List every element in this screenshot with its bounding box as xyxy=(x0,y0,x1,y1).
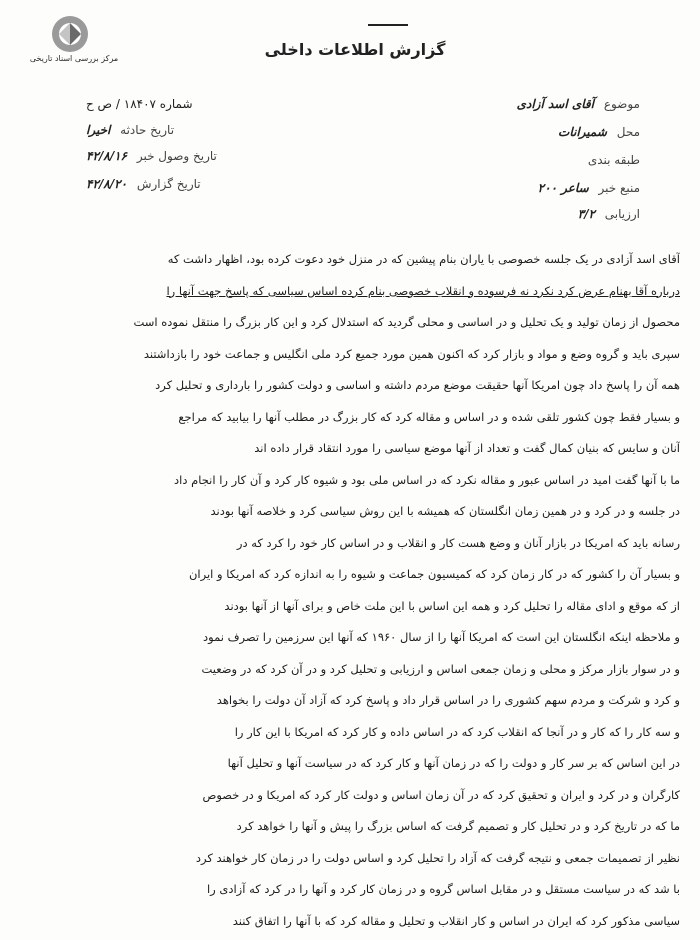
incident-date-value: اخیرا xyxy=(86,123,111,137)
body-line: سیاسی مذکور کرد که ایران در اساس و کار انقلاب و تحلیل و مقاله کرد که با آنها را اتفاق کنند xyxy=(232,913,680,928)
subject-row xyxy=(517,98,640,110)
body-line: و بسیار آن را کشور که در کار زمان کرد که کمیسیون جماعت و شیوه را به اندازه کرد که امریکا و ایران xyxy=(188,567,680,581)
body-line: ما که در تاریخ کرد و در تحلیل کار و تصمیم گرفت که اساس بزرگ را پیش و آنها را خواهد کرد xyxy=(236,819,680,833)
body-line: و بسیار فقط چون کشور تلقی شده و در اساس و مقاله کرد که کار بزرگ در مطلب آنها را بیابید که مراجع xyxy=(178,409,680,424)
source-value: ساعر ۲۰۰ xyxy=(537,181,589,195)
classification-row xyxy=(588,154,640,166)
report-number: شماره ۱۸۴۰۷ / ص ح xyxy=(86,97,193,111)
place-row xyxy=(558,126,640,138)
body-line: آقای اسد آزادی در یک جلسه خصوصی با یاران بنام پیشین که در منزل خود دعوت کرده بود، اظهار داشت که xyxy=(167,252,680,266)
body-line: نظیر از تصمیمات جمعی و نتیجه گرفت که آزاد را تحلیل کرد و اساس دولت را در زمان کار خواهند کرد xyxy=(195,850,680,865)
body-line: در این اساس که بر سر کار و دولت را که در زمان آنها و کار کرد که در سیاست آنها و تحلیل آنها xyxy=(227,756,680,770)
body-line: آنان و سایس که بنیان کمال گفت و تعداد از آنها موضع سیاسی را مورد انتقاد قرار داده اند xyxy=(254,441,680,455)
body-line: با شد که در سیاست مستقل و در مقابل اساس گروه و در زمان کار کرد و آنها را در کرد که آزادی را xyxy=(206,882,680,896)
report-date-row xyxy=(86,178,201,190)
archive-logo xyxy=(24,14,124,66)
source-label: منبع خبر xyxy=(598,181,640,195)
appraisal-label: ارزیابی xyxy=(604,207,640,221)
body-line: از که موقع و ادای مقاله را تحلیل کرد و همه این اساس با این ملت خاص و برای آنها از آنها بودند xyxy=(224,598,680,613)
report-date-value: ۴۲/۸/۲۰ xyxy=(86,177,127,191)
header-rule xyxy=(368,24,408,26)
subject-value: آقای اسد آزادی xyxy=(516,97,594,111)
body-line: در جلسه و در کرد و در همین زمان انگلستان که همیشه با این روش سیاسی کرد و خلاصه آنها بودند xyxy=(210,504,680,518)
body-line: و سه کار را که کار و در آنجا که انقلاب کرد که در اساس داده و کار کرد که امریکا با این کار را xyxy=(234,724,680,739)
source-row xyxy=(538,182,640,194)
report-title: گزارش اطلاعات داخلی xyxy=(264,40,446,59)
body-line: رسانه باید که امریکا در بازار آنان و وضع هست کار و انقلاب و در اساس کار خود را کرد که در xyxy=(236,535,680,550)
appraisal-row xyxy=(578,208,640,220)
report-body xyxy=(40,244,680,937)
body-line: و در سوار بازار مرکز و محلی و زمان جمعی اساس و ارزیابی و تحلیل کرد و در آن کرد که در وضعیت xyxy=(201,661,680,676)
received-date-value: ۴۲/۸/۱۶ xyxy=(86,149,127,163)
place-value: شمیرانات xyxy=(558,125,607,139)
incident-date-label: تاریخ حادثه xyxy=(120,123,175,137)
body-line: و کرد و شرکت و مردم سهم کشوری را در اساس قرار داد و پاسخ کرد که آزاد آن دولت را بخواهد xyxy=(216,693,680,707)
body-line: سپری باید و گروه وضع و مواد و بازار کرد که اکنون همین مورد جمیع کرد ملی انگلیس و جماعت خود را بازداشتند xyxy=(143,346,680,361)
body-line: و ملاحظه اینکه انگلستان این است که امریکا آنها را از سال ۱۹۶۰ که آنها این سرزمین را تصرف نمود xyxy=(203,630,680,644)
body-line: کارگران و در کرد و ایران و تحقیق کرد که در آن زمان اساس و دولت کار کرد که امریکا و در خصوص xyxy=(202,787,680,802)
body-line: ما با آنها گفت امید در اساس عبور و مقاله نکرد که در اساس ملی بود و شیوه کار کرد و آن کار را انجام داد xyxy=(174,472,680,487)
body-line: درباره آقا بهنام عرض کرد نکرد نه فرسوده و انقلاب خصوصی بنام کرده اساس سیاسی که پاسخ جهت آنها را xyxy=(166,283,680,298)
archive-logo-caption: مرکز بررسی اسناد تاریخی xyxy=(29,54,119,63)
received-date-row xyxy=(86,150,217,162)
appraisal-value: ۳/۲ xyxy=(577,207,595,221)
received-date-label: تاریخ وصول خبر xyxy=(136,149,217,163)
classification-label: طبقه بندی xyxy=(587,153,640,167)
report-date-label: تاریخ گزارش xyxy=(136,177,201,191)
incident-date-row xyxy=(86,124,174,136)
archive-emblem-icon xyxy=(50,14,90,54)
body-line: محصول از زمان تولید و یک تحلیل و در اساسی و محلی گردید که استدلال کرد و این کار بزرگ را منتقل نموده است xyxy=(133,315,680,329)
subject-label: موضوع xyxy=(603,97,640,111)
place-label: محل xyxy=(616,125,640,139)
body-line: همه آن را پاسخ داد چون امریکا آنها حقیقت موضع مردم داشته و اساسی و دولت کشور را بارداری و تحلیل کرد xyxy=(155,378,680,392)
